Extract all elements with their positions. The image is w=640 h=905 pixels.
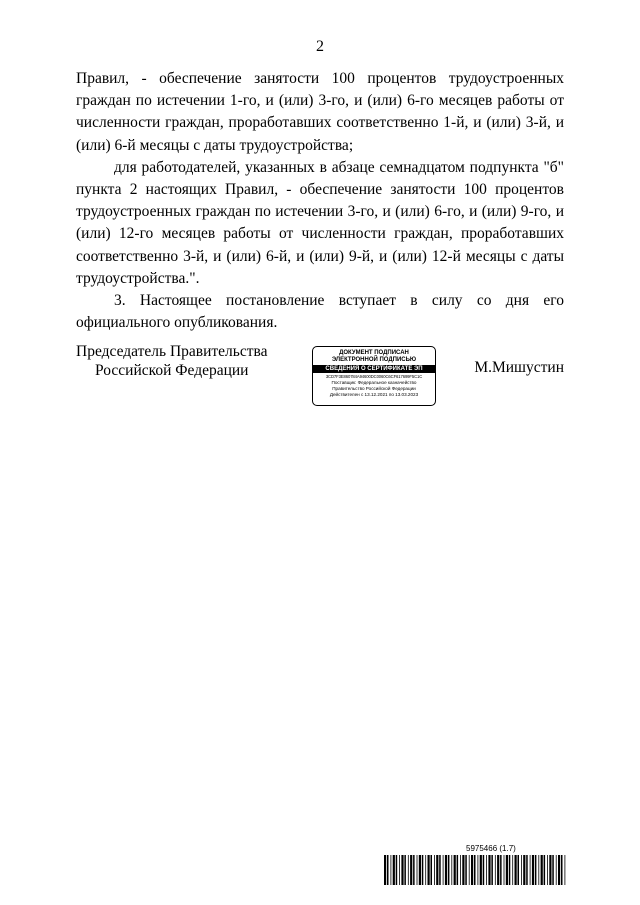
barcode-icon (384, 855, 566, 885)
signatory-position (76, 342, 268, 380)
paragraph-3: 3. Настоящее постановление вступает в силу со дня его официального опубликования. (76, 292, 564, 332)
document-body (76, 68, 564, 334)
position-line-2: Российской Федерации (95, 362, 249, 379)
stamp-issuer: Поставщик: Федеральное казначейство (331, 380, 417, 385)
stamp-band: СВЕДЕНИЯ О СЕРТИФИКАТЕ ЭП (313, 365, 435, 373)
barcode-caption: 5975466 (1.7) (466, 844, 516, 853)
position-line-1: Председатель Правительства (76, 343, 268, 360)
stamp-owner: Правительство Российской Федерации (332, 386, 416, 391)
page-number: 2 (316, 38, 324, 55)
signatory-name: М.Мишустин (474, 359, 564, 376)
paragraph-2: для работодателей, указанных в абзаце семнадцатом подпункта "б" пункта 2 настоящих Правил, - обеспечение занятости 100 процентов трудоустроенных граждан по истечении 3-го, и (или) 6-го, и (или) 9-го, и (или) 12-го месяцев работы от численности граждан, проработавших соответственно 3-й, и (или) 6-й, и (или) 9-й, и (или) 12-й месяцы с даты трудоустройства.". (76, 158, 564, 287)
stamp-title-1: ДОКУМЕНТ ПОДПИСАН (339, 350, 409, 356)
stamp-title-2: ЭЛЕКТРОННОЙ ПОДПИСЬЮ (331, 357, 417, 363)
stamp-validity: Действителен с 13.12.2021 по 13.03.2023 (329, 392, 419, 397)
stamp-serial: 3CD7F3E860784A94600DC0060C6CF617699F5C1C (325, 374, 423, 379)
paragraph-1: Правил, - обеспечение занятости 100 процентов трудоустроенных граждан по истечении 1-го, и (или) 3-го, и (или) 6-го месяцев работы от численности граждан, проработавших соответственно 1-й, и (или) 3-й, и (или) 6-й месяцы с даты трудоустройства; (76, 70, 564, 154)
electronic-signature-stamp (312, 346, 436, 406)
